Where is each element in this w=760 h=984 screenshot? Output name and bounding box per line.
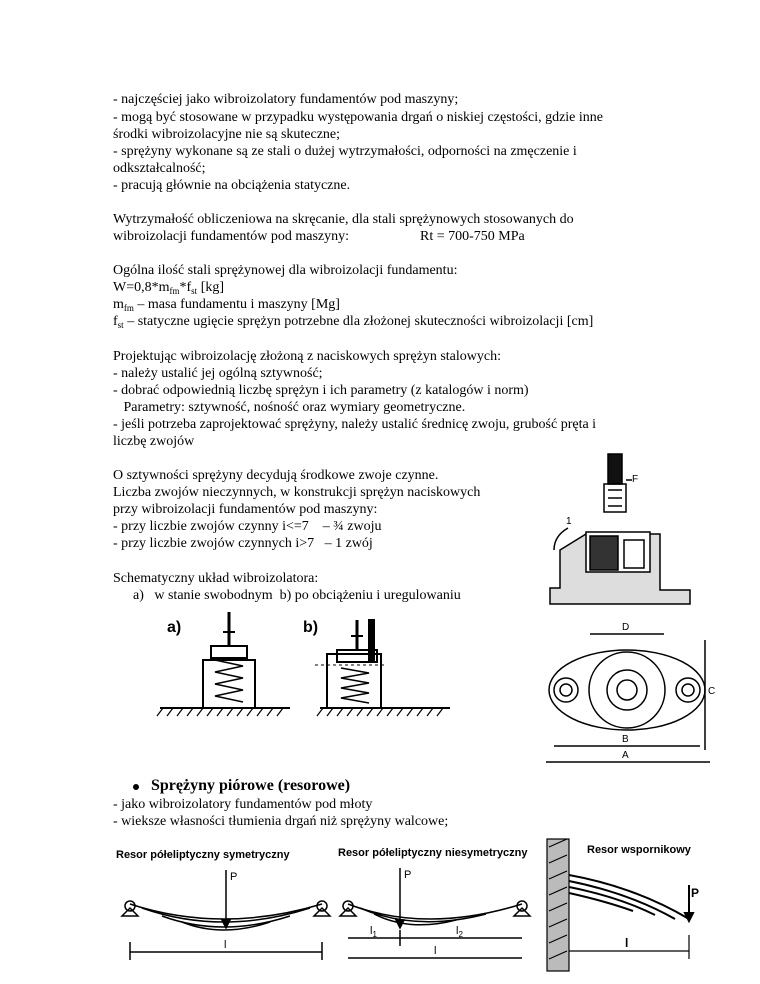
m-description: – masa fundamentu i maszyny [Mg] xyxy=(133,297,340,312)
strength-line-1: Wytrzymałość obliczeniowa na skręcanie, dla stali sprężynowych stosowanych do xyxy=(113,212,574,227)
fig1-p: P xyxy=(230,871,238,883)
schematic-b xyxy=(315,620,450,716)
leaf-heading-text: Sprężyny piórowe (resorowe) xyxy=(151,777,351,794)
m-subscript: fm xyxy=(123,303,134,313)
prop-line-3: środki wibroizolacyjne nie są skuteczne; xyxy=(113,127,341,142)
strength-value: Rt = 700-750 MPa xyxy=(420,229,525,244)
label-c-dim: C xyxy=(708,686,715,697)
label-b-dim: B xyxy=(622,734,629,745)
isolator-mount-drawing xyxy=(540,450,715,770)
strength-line-2: wibroizolacji fundamentów pod maszyny: xyxy=(113,229,349,244)
formula-sub-fm: fm xyxy=(169,286,180,296)
fig3-p: P xyxy=(691,886,700,900)
fig1-l: l xyxy=(224,939,227,951)
f-symbol: f xyxy=(113,314,118,329)
leaf-spring-symmetric-figure xyxy=(112,842,332,972)
fig1-title: Resor półeliptyczny symetryczny xyxy=(116,849,290,861)
steel-formula xyxy=(113,280,224,296)
f-subscript: st xyxy=(117,320,124,330)
label-a-dim: A xyxy=(622,750,629,761)
leaf-spring-cantilever-figure xyxy=(545,835,720,975)
bullet xyxy=(133,784,139,790)
fig2-p: P xyxy=(404,869,412,881)
prop-line-4: - sprężyny wykonane są ze stali o dużej wytrzymałości, odporności na zmęczenie i xyxy=(113,144,577,159)
leaf-line-2: - wieksze własności tłumienia drgań niż sprężyny walcowe; xyxy=(113,814,449,829)
formula-sub-st: st xyxy=(191,286,198,296)
label-a: a) xyxy=(167,619,182,636)
fig3-l: l xyxy=(625,936,629,950)
fig2-title: Resor półeliptyczny niesymetryczny xyxy=(338,847,528,859)
prop-line-5: odkształcalność; xyxy=(113,161,206,176)
coils-line-2: Liczba zwojów nieczynnych, w konstrukcji sprężyn naciskowych xyxy=(113,485,481,500)
design-line-2: - należy ustalić jej ogólną sztywność; xyxy=(113,366,323,381)
isolator-schematic-figure xyxy=(155,610,455,720)
formula-part-a: W=0,8*m xyxy=(113,280,170,295)
label-one: 1 xyxy=(566,516,572,527)
coils-line-5: - przy liczbie zwojów czynnych i>7 – 1 zwój xyxy=(113,536,373,551)
steel-m-definition xyxy=(113,297,340,313)
prop-line-6: - pracują głównie na obciążenia statyczne. xyxy=(113,178,351,193)
formula-part-b: *f xyxy=(179,280,192,295)
fig3-title: Resor wspornikowy xyxy=(587,844,691,856)
design-line-6: liczbę zwojów xyxy=(113,434,195,449)
prop-line-2: - mogą być stosowane w przypadku występowania drgań o niskiej częstości, gdzie inne xyxy=(113,110,603,125)
label-b: b) xyxy=(303,619,319,636)
schematic-title: Schematyczny układ wibroizolatora: xyxy=(113,571,319,586)
leaf-spring-asymmetric-figure xyxy=(336,842,536,972)
fig2-l2: $l_2$ xyxy=(456,925,463,939)
coils-line-1: O sztywności sprężyny decydują środkowe zwoje czynne. xyxy=(113,468,439,483)
label-d: D xyxy=(622,622,630,633)
design-line-1: Projektując wibroizolację złożoną z naciskowych sprężyn stalowych: xyxy=(113,349,501,364)
label-f: F xyxy=(632,474,639,485)
prop-line-1: - najczęściej jako wibroizolatory fundamentów pod maszyny; xyxy=(113,92,459,107)
schematic-item: a) w stanie swobodnym b) po obciążeniu i uregulowaniu xyxy=(133,588,461,603)
formula-part-c: [kg] xyxy=(197,280,225,295)
design-line-4: Parametry: sztywność, nośność oraz wymiary geometryczne. xyxy=(113,400,466,415)
steel-heading: Ogólna ilość stali sprężynowej dla wibroizolacji fundamentu: xyxy=(113,263,458,278)
leaf-heading xyxy=(133,778,350,795)
fig2-l: l xyxy=(434,945,437,957)
m-symbol: m xyxy=(113,297,124,312)
design-line-5: - jeśli potrzeba zaprojektować sprężyny, należy ustalić średnicę zwoju, grubość pręta i xyxy=(113,417,597,432)
design-line-3: - dobrać odpowiednią liczbę sprężyn i ich parametry (z katalogów i norm) xyxy=(113,383,529,398)
coils-line-3: przy wibroizolacji fundamentów pod maszyny: xyxy=(113,502,378,517)
fig2-l1: $l_1$ xyxy=(370,925,377,939)
steel-f-definition xyxy=(113,314,593,330)
coils-line-4: - przy liczbie zwojów czynny i<=7 – ¾ zwoju xyxy=(113,519,382,534)
f-description: – statyczne ugięcie sprężyn potrzebne dla złożonej skuteczności wibroizolacji [cm] xyxy=(123,314,594,329)
leaf-line-1: - jako wibroizolatory fundamentów pod młoty xyxy=(113,797,373,812)
